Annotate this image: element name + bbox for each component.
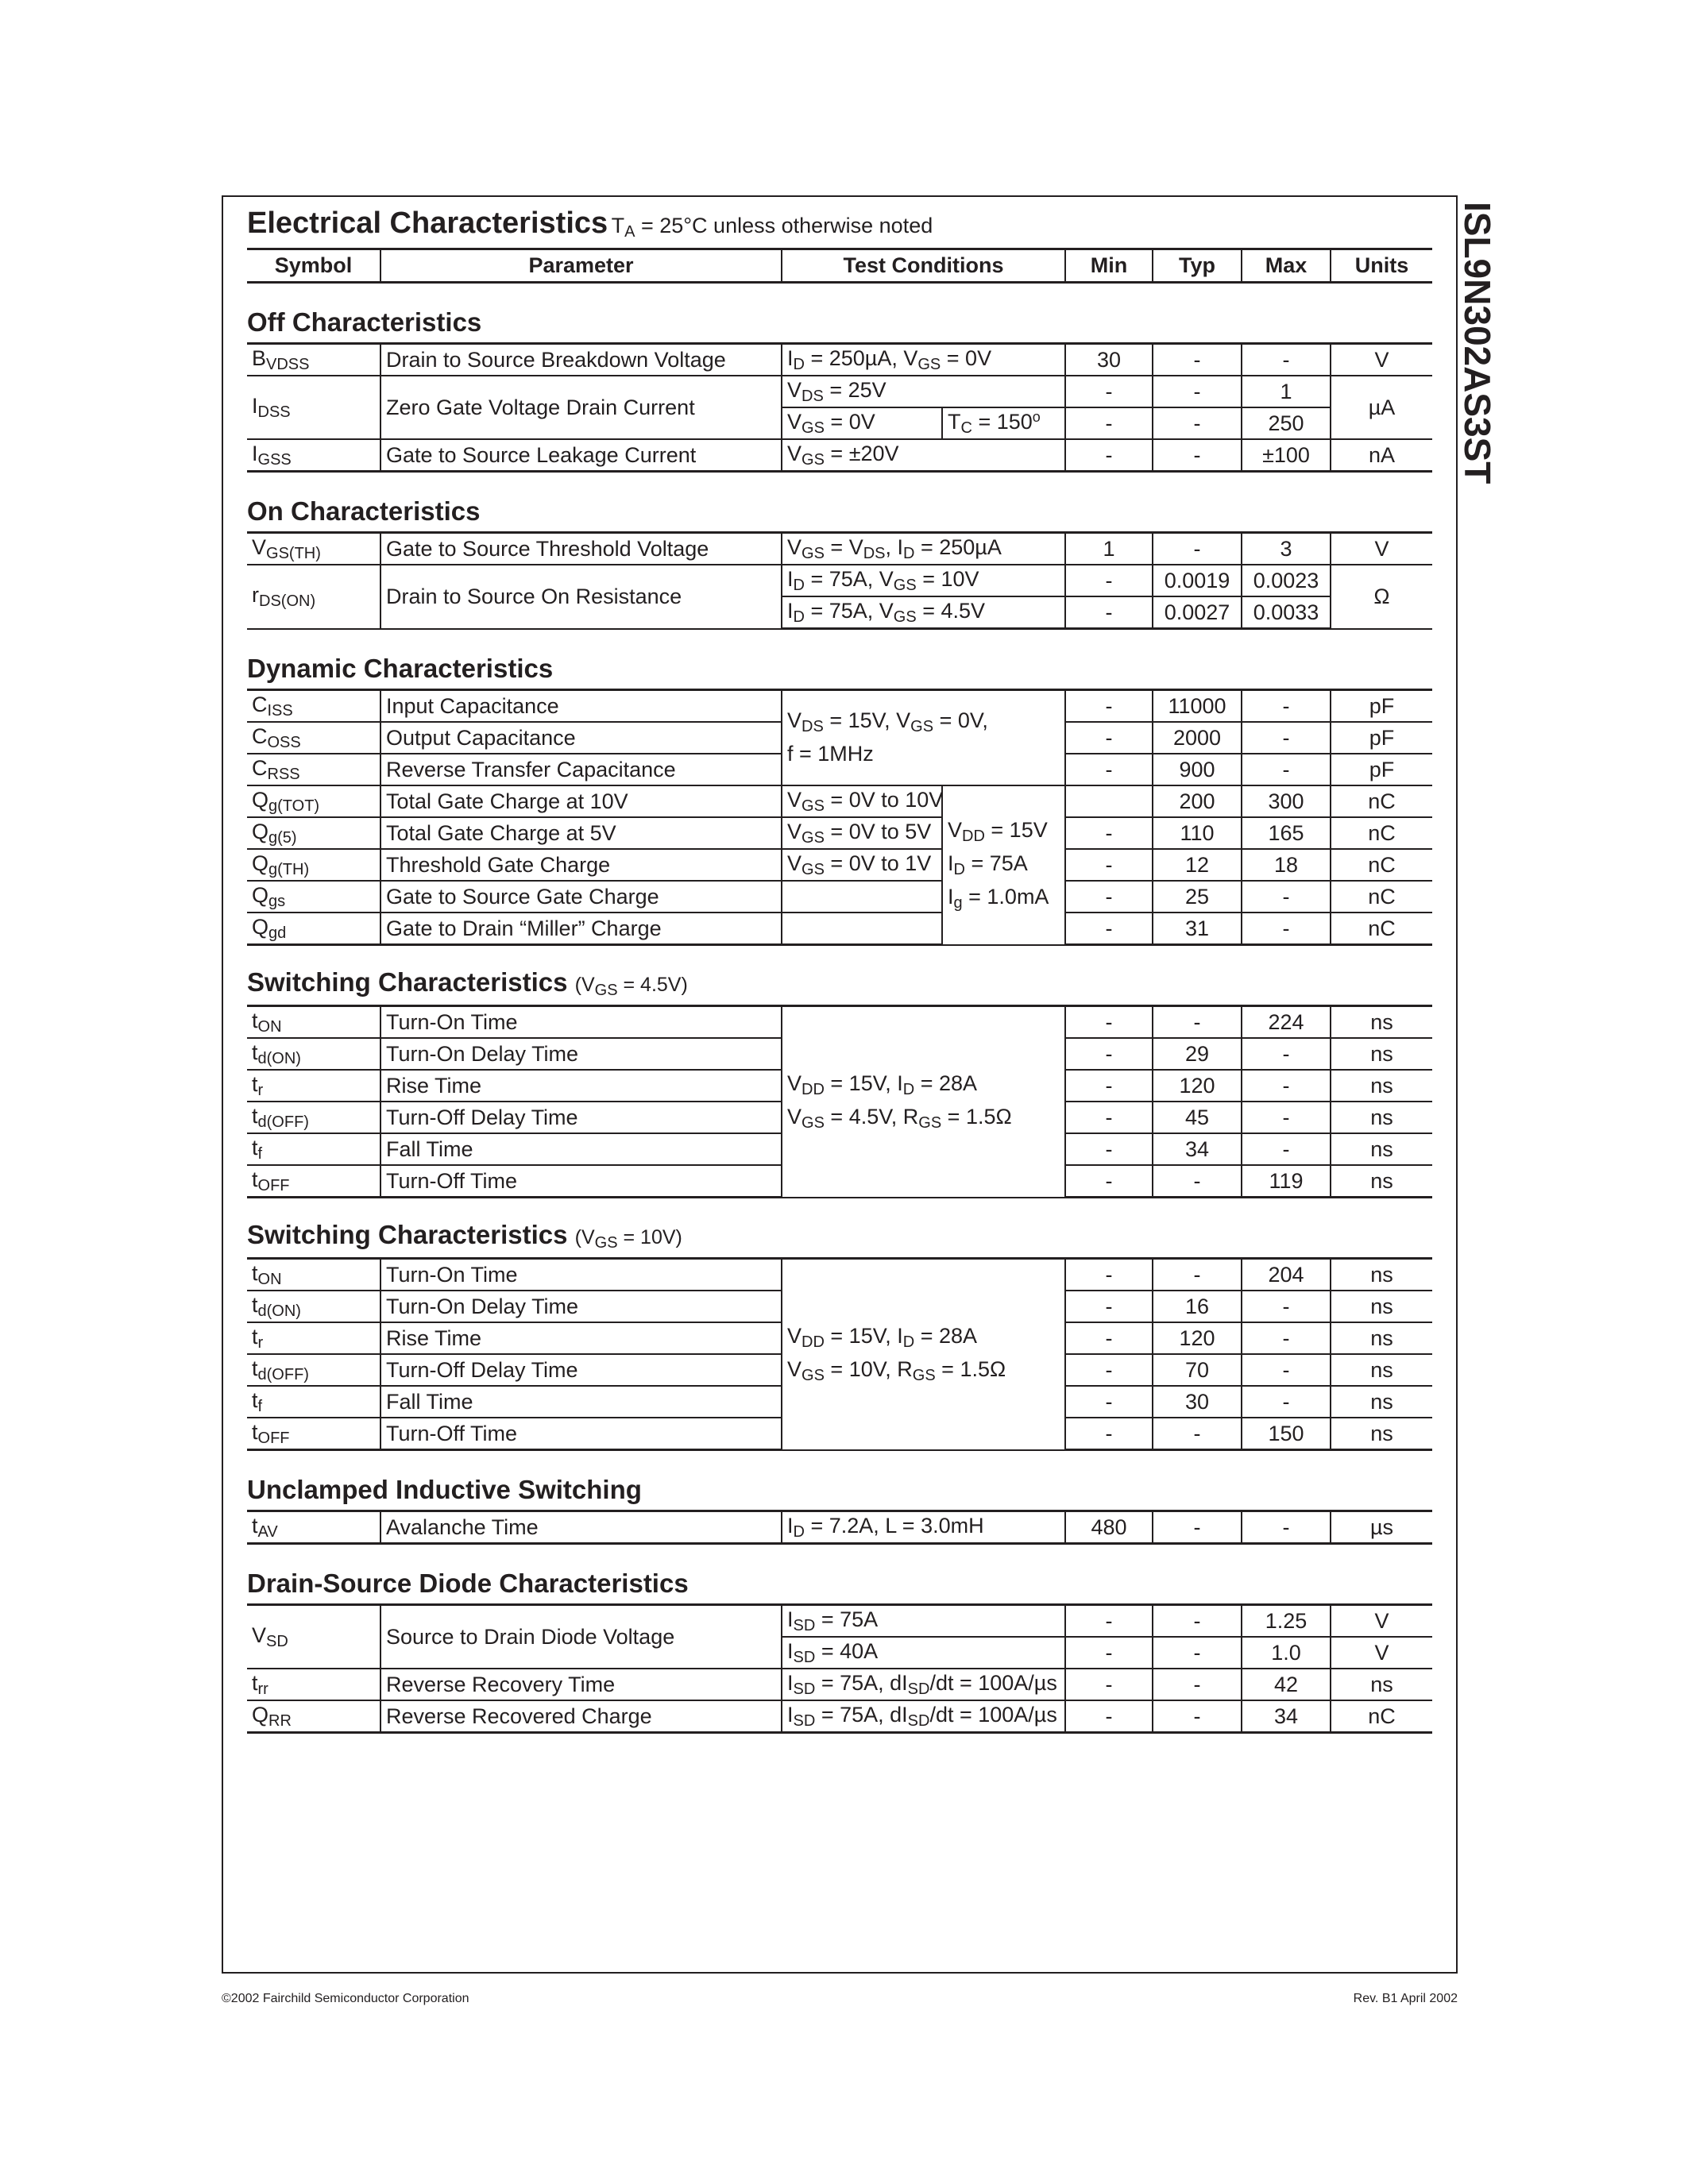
min-cell: - xyxy=(1065,1700,1153,1733)
max-cell: 224 xyxy=(1242,1006,1331,1039)
max-cell: 119 xyxy=(1242,1165,1331,1198)
symbol-cell: $t_{ON}$ xyxy=(247,1259,380,1291)
symbol-cell: $t_r$ xyxy=(247,1070,380,1102)
col-units: Units xyxy=(1331,249,1432,283)
unit-cell: V xyxy=(1331,533,1432,565)
unit-cell: nC xyxy=(1331,817,1432,849)
unit-cell: V xyxy=(1331,1637,1432,1669)
gate-charge-condition-cell: $V_{DD} = 15V$ $I_D = 75A$ $I_g = 1.0mA$ xyxy=(942,785,1065,945)
min-cell: - xyxy=(1065,881,1153,913)
min-cell: - xyxy=(1065,1418,1153,1450)
condition-cell xyxy=(782,881,942,913)
footer-copyright: ©2002 Fairchild Semiconductor Corporation xyxy=(222,1992,469,2005)
max-cell: - xyxy=(1242,754,1331,785)
typ-cell: 34 xyxy=(1153,1133,1242,1165)
symbol-cell: $t_f$ xyxy=(247,1386,380,1418)
min-cell: - xyxy=(1065,407,1153,439)
switching-characteristics-4-5v xyxy=(247,1006,1432,1198)
unit-cell: V xyxy=(1331,1605,1432,1638)
symbol-cell: $t_r$ xyxy=(247,1322,380,1354)
max-cell: - xyxy=(1242,1386,1331,1418)
typ-cell: 70 xyxy=(1153,1354,1242,1386)
condition-cell: $V_{DD} = 15V$, $I_D = 28A$ $V_{GS} = 4.5V$, $R_{GS} = 1.5\Omega$ xyxy=(782,1006,1065,1198)
table-row xyxy=(247,439,1432,472)
max-cell: 165 xyxy=(1242,817,1331,849)
max-cell: 250 xyxy=(1242,407,1331,439)
max-cell: 18 xyxy=(1242,849,1331,881)
table-row xyxy=(247,1006,1432,1039)
max-cell: - xyxy=(1242,1102,1331,1133)
max-cell: - xyxy=(1242,881,1331,913)
drain-source-diode-characteristics xyxy=(247,1605,1432,1733)
condition-cell: $I_{SD} = 40A$ xyxy=(782,1637,1065,1669)
unit-cell: ns xyxy=(1331,1259,1432,1291)
table-row xyxy=(247,1669,1432,1700)
unit-cell: ns xyxy=(1331,1006,1432,1039)
unit-cell: nC xyxy=(1331,1700,1432,1733)
typ-cell: 30 xyxy=(1153,1386,1242,1418)
unit-cell: ns xyxy=(1331,1418,1432,1450)
condition-cell: $I_D = 250\mu A$, $V_{GS} = 0V$ xyxy=(782,344,1065,376)
min-cell: - xyxy=(1065,722,1153,754)
min-cell: 1 xyxy=(1065,533,1153,565)
min-cell: - xyxy=(1065,376,1153,407)
typ-cell: 120 xyxy=(1153,1322,1242,1354)
typ-cell: - xyxy=(1153,1669,1242,1700)
min-cell: - xyxy=(1065,1386,1153,1418)
unit-cell: nC xyxy=(1331,785,1432,817)
parameter-cell: Drain to Source Breakdown Voltage xyxy=(380,344,782,376)
parameter-cell: Turn-Off Time xyxy=(380,1418,782,1450)
condition-cell: $I_{SD} = 75A$, $dI_{SD}/dt = 100A/\mu s$ xyxy=(782,1669,1065,1700)
max-cell: 1.0 xyxy=(1242,1637,1331,1669)
parameter-cell: Output Capacitance xyxy=(380,722,782,754)
heading-note: $T_A = 25^\circ C$ unless otherwise noted xyxy=(611,214,933,241)
condition-cell: $V_{GS} = 0V$ to 1V xyxy=(782,849,942,881)
symbol-cell: $Q_{g(TOT)}$ xyxy=(247,785,380,817)
condition-cell: $I_{SD} = 75A$, $dI_{SD}/dt = 100A/\mu s$ xyxy=(782,1700,1065,1733)
typ-cell: - xyxy=(1153,533,1242,565)
min-cell: 30 xyxy=(1065,344,1153,376)
parameter-cell: Reverse Recovery Time xyxy=(380,1669,782,1700)
max-cell: 1 xyxy=(1242,376,1331,407)
unit-cell: ns xyxy=(1331,1038,1432,1070)
min-cell: - xyxy=(1065,1133,1153,1165)
part-number-side-title xyxy=(1456,195,1512,497)
table-row xyxy=(247,1605,1432,1638)
max-cell: - xyxy=(1242,1038,1331,1070)
unit-cell: V xyxy=(1331,344,1432,376)
symbol-cell: $V_{GS(TH)}$ xyxy=(247,533,380,565)
typ-cell: - xyxy=(1153,1637,1242,1669)
condition-cell: $I_D = 7.2A$, L = 3.0mH xyxy=(782,1511,1065,1544)
typ-cell: 0.0027 xyxy=(1153,596,1242,629)
col-test-conditions: Test Conditions xyxy=(782,249,1065,283)
max-cell: 150 xyxy=(1242,1418,1331,1450)
max-cell: - xyxy=(1242,913,1331,945)
unit-cell: ns xyxy=(1331,1165,1432,1198)
unit-cell: nC xyxy=(1331,849,1432,881)
min-cell: - xyxy=(1065,1354,1153,1386)
unit-cell: ns xyxy=(1331,1291,1432,1322)
condition-cell: $I_{SD} = 75A$ xyxy=(782,1605,1065,1638)
parameter-cell: Reverse Recovered Charge xyxy=(380,1700,782,1733)
unit-cell: pF xyxy=(1331,722,1432,754)
unit-cell: ns xyxy=(1331,1070,1432,1102)
typ-cell: 29 xyxy=(1153,1038,1242,1070)
electrical-characteristics xyxy=(247,208,1432,1734)
symbol-cell: $t_{d(ON)}$ xyxy=(247,1038,380,1070)
min-cell: - xyxy=(1065,1038,1153,1070)
table-row xyxy=(247,1259,1432,1291)
table-row xyxy=(247,533,1432,565)
symbol-cell: $V_{SD}$ xyxy=(247,1605,380,1669)
symbol-cell: $I_{GSS}$ xyxy=(247,439,380,472)
typ-cell: - xyxy=(1153,1418,1242,1450)
max-cell: - xyxy=(1242,1070,1331,1102)
typ-cell: 25 xyxy=(1153,881,1242,913)
col-max: Max xyxy=(1242,249,1331,283)
symbol-cell: $t_{rr}$ xyxy=(247,1669,380,1700)
unit-cell: ns xyxy=(1331,1669,1432,1700)
unit-cell: ns xyxy=(1331,1133,1432,1165)
parameter-cell: Gate to Source Threshold Voltage xyxy=(380,533,782,565)
symbol-cell: $Q_{RR}$ xyxy=(247,1700,380,1733)
parameter-cell: Turn-On Delay Time xyxy=(380,1291,782,1322)
dynamic-characteristics xyxy=(247,690,1432,945)
symbol-cell: $t_f$ xyxy=(247,1133,380,1165)
unit-cell: ns xyxy=(1331,1386,1432,1418)
max-cell: - xyxy=(1242,1511,1331,1544)
parameter-cell: Threshold Gate Charge xyxy=(380,849,782,881)
min-cell xyxy=(1065,785,1153,817)
max-cell: - xyxy=(1242,1291,1331,1322)
min-cell: - xyxy=(1065,596,1153,629)
condition-cell: $V_{DS} = 25V$ xyxy=(782,376,1065,407)
heading-title: Electrical Characteristics xyxy=(247,206,608,240)
table-row xyxy=(247,849,1432,881)
parameter-cell: Fall Time xyxy=(380,1133,782,1165)
table-row xyxy=(247,376,1432,407)
table-row xyxy=(247,785,1432,817)
symbol-cell: $Q_{gd}$ xyxy=(247,913,380,945)
unit-cell: nC xyxy=(1331,913,1432,945)
section-dynamic-title: Dynamic Characteristics xyxy=(247,654,554,683)
condition-cell: $V_{DD} = 15V$, $I_D = 28A$ $V_{GS} = 10V$, $R_{GS} = 1.5\Omega$ xyxy=(782,1259,1065,1450)
parameter-cell: Total Gate Charge at 10V xyxy=(380,785,782,817)
min-cell: - xyxy=(1065,754,1153,785)
col-typ: Typ xyxy=(1153,249,1242,283)
symbol-cell: $t_{AV}$ xyxy=(247,1511,380,1544)
symbol-cell: $t_{ON}$ xyxy=(247,1006,380,1039)
min-cell: - xyxy=(1065,1070,1153,1102)
typ-cell: 110 xyxy=(1153,817,1242,849)
min-cell: - xyxy=(1065,1322,1153,1354)
symbol-cell: $Q_{gs}$ xyxy=(247,881,380,913)
section-on-title: On Characteristics xyxy=(247,496,481,526)
min-cell: - xyxy=(1065,439,1153,472)
parameter-cell: Rise Time xyxy=(380,1070,782,1102)
max-cell: 1.25 xyxy=(1242,1605,1331,1638)
symbol-cell: $t_{d(OFF)}$ xyxy=(247,1354,380,1386)
unit-cell: µA xyxy=(1331,376,1432,439)
part-number-text: ISL9N302AS3ST xyxy=(1456,202,1498,484)
typ-cell: 0.0019 xyxy=(1153,565,1242,596)
min-cell: - xyxy=(1065,1006,1153,1039)
parameter-cell: Turn-Off Time xyxy=(380,1165,782,1198)
parameter-cell: Avalanche Time xyxy=(380,1511,782,1544)
min-cell: - xyxy=(1065,1637,1153,1669)
max-cell: - xyxy=(1242,1354,1331,1386)
min-cell: - xyxy=(1065,1165,1153,1198)
max-cell: - xyxy=(1242,722,1331,754)
parameter-cell: Zero Gate Voltage Drain Current xyxy=(380,376,782,439)
typ-cell: - xyxy=(1153,1006,1242,1039)
typ-cell: 2000 xyxy=(1153,722,1242,754)
unit-cell: µs xyxy=(1331,1511,1432,1544)
symbol-cell: $B_{VDSS}$ xyxy=(247,344,380,376)
unit-cell: pF xyxy=(1331,754,1432,785)
max-cell: 34 xyxy=(1242,1700,1331,1733)
parameter-cell: Gate to Source Gate Charge xyxy=(380,881,782,913)
min-cell: - xyxy=(1065,1259,1153,1291)
parameter-cell: Turn-Off Delay Time xyxy=(380,1354,782,1386)
typ-cell: 900 xyxy=(1153,754,1242,785)
section-uis-title: Unclamped Inductive Switching xyxy=(247,1475,642,1504)
max-cell: 3 xyxy=(1242,533,1331,565)
table-row xyxy=(247,1700,1432,1733)
typ-cell: - xyxy=(1153,376,1242,407)
typ-cell: - xyxy=(1153,407,1242,439)
col-min: Min xyxy=(1065,249,1153,283)
typ-cell: - xyxy=(1153,1511,1242,1544)
condition-cell: $V_{DS} = 15V$, $V_{GS} = 0V$, f = 1MHz xyxy=(782,690,1065,786)
parameter-cell: Drain to Source On Resistance xyxy=(380,565,782,629)
symbol-cell: $t_{d(ON)}$ xyxy=(247,1291,380,1322)
heading-line xyxy=(247,208,1432,248)
parameter-cell: Reverse Transfer Capacitance xyxy=(380,754,782,785)
max-cell: - xyxy=(1242,1133,1331,1165)
section-diode-title: Drain-Source Diode Characteristics xyxy=(247,1569,689,1598)
parameter-cell: Gate to Source Leakage Current xyxy=(380,439,782,472)
max-cell: ±100 xyxy=(1242,439,1331,472)
min-cell: - xyxy=(1065,817,1153,849)
typ-cell: 45 xyxy=(1153,1102,1242,1133)
section-switching-10-title: Switching Characteristics $(V_{GS} = 10V)$ xyxy=(247,1220,682,1252)
switching-characteristics-10v xyxy=(247,1259,1432,1450)
parameter-cell: Source to Drain Diode Voltage xyxy=(380,1605,782,1669)
unit-cell: nA xyxy=(1331,439,1432,472)
max-cell: - xyxy=(1242,1322,1331,1354)
table-row xyxy=(247,690,1432,723)
min-cell: - xyxy=(1065,1605,1153,1638)
condition-cell: $I_D = 75A$, $V_{GS} = 4.5V$ xyxy=(782,596,1065,629)
column-header-row xyxy=(247,249,1432,283)
symbol-cell: $t_{d(OFF)}$ xyxy=(247,1102,380,1133)
section-switching-45-title: Switching Characteristics $(V_{GS} = 4.5V)$ xyxy=(247,967,688,999)
condition-cell: $T_C = 150^o$ xyxy=(942,407,1065,439)
parameter-cell: Turn-On Time xyxy=(380,1006,782,1039)
parameter-cell: Rise Time xyxy=(380,1322,782,1354)
on-characteristics xyxy=(247,533,1432,629)
unit-cell: Ω xyxy=(1331,565,1432,629)
condition-cell: $V_{GS} = 0V$ xyxy=(782,407,942,439)
symbol-cell: $I_{DSS}$ xyxy=(247,376,380,439)
unit-cell: ns xyxy=(1331,1102,1432,1133)
parameter-cell: Input Capacitance xyxy=(380,690,782,723)
max-cell: - xyxy=(1242,690,1331,723)
col-symbol: Symbol xyxy=(247,249,380,283)
parameter-cell: Gate to Drain “Miller” Charge xyxy=(380,913,782,945)
table-row xyxy=(247,344,1432,376)
unit-cell: ns xyxy=(1331,1354,1432,1386)
typ-cell: 11000 xyxy=(1153,690,1242,723)
typ-cell: - xyxy=(1153,1700,1242,1733)
symbol-cell: $Q_{g(TH)}$ xyxy=(247,849,380,881)
typ-cell: - xyxy=(1153,344,1242,376)
typ-cell: - xyxy=(1153,1165,1242,1198)
symbol-cell: $t_{OFF}$ xyxy=(247,1418,380,1450)
min-cell: - xyxy=(1065,565,1153,596)
typ-cell: 120 xyxy=(1153,1070,1242,1102)
unit-cell: pF xyxy=(1331,690,1432,723)
typ-cell: - xyxy=(1153,1605,1242,1638)
table-row xyxy=(247,565,1432,596)
symbol-cell: $r_{DS(ON)}$ xyxy=(247,565,380,629)
max-cell: 0.0023 xyxy=(1242,565,1331,596)
table-row xyxy=(247,817,1432,849)
symbol-cell: $C_{OSS}$ xyxy=(247,722,380,754)
unit-cell: ns xyxy=(1331,1322,1432,1354)
min-cell: - xyxy=(1065,849,1153,881)
min-cell: - xyxy=(1065,1291,1153,1322)
max-cell: 204 xyxy=(1242,1259,1331,1291)
symbol-cell: $t_{OFF}$ xyxy=(247,1165,380,1198)
typ-cell: - xyxy=(1153,439,1242,472)
condition-cell: $V_{GS} = 0V$ to 5V xyxy=(782,817,942,849)
symbol-cell: $C_{RSS}$ xyxy=(247,754,380,785)
max-cell: 300 xyxy=(1242,785,1331,817)
min-cell: - xyxy=(1065,913,1153,945)
max-cell: - xyxy=(1242,344,1331,376)
symbol-cell: $Q_{g(5)}$ xyxy=(247,817,380,849)
parameter-cell: Fall Time xyxy=(380,1386,782,1418)
typ-cell: - xyxy=(1153,1259,1242,1291)
parameter-cell: Turn-On Delay Time xyxy=(380,1038,782,1070)
condition-cell: $V_{GS} = 0V$ to 10V xyxy=(782,785,942,817)
off-characteristics xyxy=(247,344,1432,472)
min-cell: - xyxy=(1065,1102,1153,1133)
parameter-cell: Turn-On Time xyxy=(380,1259,782,1291)
symbol-cell: $C_{ISS}$ xyxy=(247,690,380,723)
max-cell: 42 xyxy=(1242,1669,1331,1700)
condition-cell: $V_{GS} = V_{DS}$, $I_D = 250\mu A$ xyxy=(782,533,1065,565)
unclamped-inductive-switching xyxy=(247,1511,1432,1544)
characteristics-table xyxy=(247,248,1432,1734)
typ-cell: 16 xyxy=(1153,1291,1242,1322)
table-row xyxy=(247,1511,1432,1544)
parameter-cell: Total Gate Charge at 5V xyxy=(380,817,782,849)
condition-cell: $V_{GS} = \pm 20V$ xyxy=(782,439,1065,472)
condition-cell: $I_D = 75A$, $V_{GS} = 10V$ xyxy=(782,565,1065,596)
typ-cell: 12 xyxy=(1153,849,1242,881)
condition-cell xyxy=(782,913,942,945)
typ-cell: 200 xyxy=(1153,785,1242,817)
typ-cell: 31 xyxy=(1153,913,1242,945)
parameter-cell: Turn-Off Delay Time xyxy=(380,1102,782,1133)
min-cell: - xyxy=(1065,1669,1153,1700)
table-row xyxy=(247,913,1432,945)
section-off-title: Off Characteristics xyxy=(247,307,482,337)
table-row xyxy=(247,881,1432,913)
footer-revision: Rev. B1 April 2002 xyxy=(1353,1992,1458,2005)
unit-cell: nC xyxy=(1331,881,1432,913)
col-parameter: Parameter xyxy=(380,249,782,283)
min-cell: - xyxy=(1065,690,1153,723)
min-cell: 480 xyxy=(1065,1511,1153,1544)
max-cell: 0.0033 xyxy=(1242,596,1331,629)
